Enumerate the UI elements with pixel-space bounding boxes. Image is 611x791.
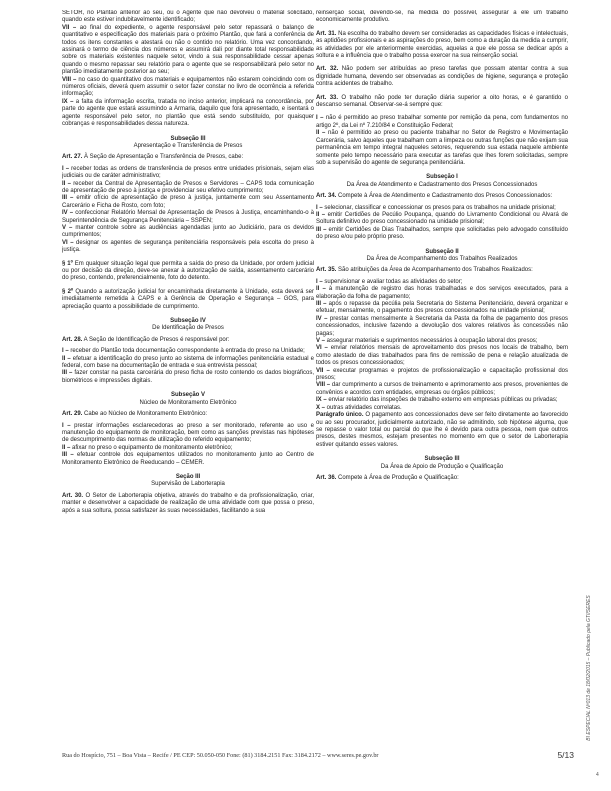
side-publication-note	[584, 560, 594, 780]
item-marker: X –	[316, 404, 326, 411]
subsection-title: Subseção III	[170, 135, 206, 142]
item-marker: I –	[316, 204, 323, 211]
paragraph: VIII – no caso do quantitativo dos materiais e equipamentos não estarem coincidindo com os números oficiais, deverá quem assumir o setor fazer constar no livro de ocorrência a referida informação;	[62, 76, 314, 98]
list-item: II – efetuar a identificação do preso junto ao sistema de informações penitenciária estadual e federal, com base na documentação de entrada e sua entrevista pessoal;	[62, 355, 314, 370]
item-marker: IX –	[62, 98, 74, 105]
item-marker: I –	[316, 278, 323, 285]
item-marker: IV –	[316, 315, 328, 322]
list-item: IV – confeccionar Relatório Mensal de Apresentação de Presos à Justiça, encaminhando-o à Superintendência de Segurança Penitenciária – SSPEN;	[62, 210, 314, 224]
item-marker: VII –	[62, 24, 77, 31]
item-marker: II –	[62, 355, 71, 362]
item-marker: Art. 32.	[316, 66, 339, 73]
subsection-title: Subseção V	[170, 392, 205, 399]
subsection-name: Da Área de Apoio de Produção e Qualificação	[380, 463, 504, 470]
paragraph: SETOR, no Plantão anterior ao seu, ou o Agente que não devolveu o material solicitado, quando este estiver indubitavelmente identificado;	[62, 10, 314, 24]
article-36: Art. 36. Compete à Área de Produção e Qualificação:	[316, 474, 459, 481]
item-marker: I –	[316, 115, 324, 122]
item-marker: Art. 36.	[316, 474, 337, 481]
list-item: III – fazer constar na pasta carcerária do preso ficha de rosto contendo os dados biográficos, biométricos e impressões digitais.	[62, 370, 314, 384]
subsection-name: Da Área de Acompanhamento dos Trabalhos Realizados	[366, 255, 518, 262]
subsection-heading	[62, 392, 314, 407]
item-marker: VI –	[316, 345, 328, 352]
paragraph: § 1º Em qualquer situação legal que permita a saída do preso da Unidade, por ordem judicial ou por decisão da direção, deve-se anexar à autorização de saída, assentamento carcerário do preso, contendo, preferencialmente, foto do detento.	[62, 260, 314, 282]
item-marker: Art. 28.	[62, 336, 83, 343]
list-item: V – assegurar materiais e suprimentos necessários à ocupação laboral dos presos;	[316, 338, 538, 345]
article-31: Art. 31. Na escolha do trabalho devem ser consideradas as capacidades físicas e intelectuais, as aptidões profissionais e as aspirações do preso, bem como a duração da medida a cumprir, as atividades por ele anteriormente exercidas, aquelas a que ele possa se dedicar após a soltura e a influência que o trabalho possa exercer na sua reinserção social.	[316, 30, 568, 60]
item-marker: III –	[316, 226, 327, 233]
list-item: III – após o repasse da pecúlia pela Secretaria do Sistema Penitenciário, deverá organizar e efetuar, mensalmente, o pagamento dos presos concessionados na unidade prisional;	[316, 301, 568, 315]
subsection-title: Subseção IV	[170, 318, 206, 325]
article-30: Art. 30. O Setor de Laborterapia objetiva, através do trabalho e da profissionalização, criar, manter e desenvolver a capacidade de realização de uma atividade com que possa o preso, após a sua soltura, possa satisfazer às suas necessidades, facilitando a sua	[62, 492, 314, 514]
article-34: Art. 34. Compete à Área de Atendimento e Cadastramento dos Presos Concessionados:	[316, 193, 553, 200]
side-note-text: BI ESPECIAL Nº013 de 18/02/2015 – Publicado pela GTI/SERES	[586, 595, 592, 741]
item-marker: § 1º	[62, 260, 73, 267]
list-item: IV – prestar contas mensalmente à Secretaria da Pasta da folha de pagamento dos presos concessionados, inclusive fazendo a devolução dos valores relativos às concessões não pagas;	[316, 315, 568, 337]
list-item: VI – enviar relatórios mensais de aproveitamento dos presos nos locais de trabalho, bem como atestado de dias trabalhados para fins de remissão de pena e relação atualizada de todos os presos concessionados;	[316, 345, 568, 367]
section-heading	[62, 474, 314, 489]
list-item: VIII – dar cumprimento a cursos de treinamento e aprimoramento aos presos, provenientes de convênios e acordos com entidades, empresas ou órgãos públicos;	[316, 382, 568, 396]
item-marker: V –	[62, 224, 73, 231]
list-item: II – afixar no preso o equipamento de monitoramento eletrônico;	[62, 444, 233, 451]
item-marker: I –	[62, 348, 69, 355]
list-item: I – receber do Plantão toda documentação correspondente à entrada do preso na Unidade;	[62, 348, 305, 355]
subsection-name: De Identificação de Presos	[152, 325, 224, 332]
item-marker: Art. 27.	[62, 154, 83, 161]
subsection-heading	[62, 136, 314, 151]
item-marker: Art. 31.	[316, 30, 337, 37]
item-marker: Art. 33.	[316, 94, 339, 101]
paragraph: Parágrafo único. O pagamento aos concessionados deve ser feito diretamente ao favorecido ou ao seu procurador, judicialmente autorizado, não se admitindo, sob hipótese alguma, que se repasse o valor total ou parcial do que lhe é devido para outra pessoa, nem que outros presos, destes mesmos, estejam presentes no momento em que o setor de Laborterapia estiver quitando esses valores.	[316, 412, 568, 448]
list-item: I – selecionar, classificar e concessionar os presos para os trabalhos na unidade prisional;	[316, 204, 556, 211]
page-footer	[62, 750, 574, 760]
list-item: II – não é permitido ao preso ou paciente trabalhar no Setor de Registro e Movimentação Carcerária, salvo àqueles que trabalham com a limpeza ou outras funções que não exijam sua permanência em tempo integral naqueles setores, requerendo sua estada naquele ambiente somente pelo tempo necessário para executar as tarefas que lhes forem solicitadas, sempre sob a supervisão do agente de segurança penitenciária.	[316, 130, 568, 166]
article-35: Art. 35. São atribuições da Área de Acompanhamento dos Trabalhos Realizados:	[316, 267, 533, 274]
page-number: 5/13	[557, 750, 574, 760]
item-marker: Art. 35.	[316, 267, 337, 274]
subsection-name: Da Área de Atendimento e Cadastramento dos Presos Concessionados	[346, 181, 538, 188]
subsection-heading	[316, 249, 568, 264]
list-item: IX – enviar relatório das inspeções de trabalho externo em empresas públicas ou privadas;	[316, 397, 558, 404]
list-item: VII – executar programas e projetos de profissionalização e capacitação profissional dos presos;	[316, 367, 568, 382]
subsection-heading	[62, 318, 314, 333]
list-item: III – efetuar controle dos equipamentos utilizados no monitoramento junto ao Centro de Monitoramento Eletrônico de Reeducando – CEMER.	[62, 452, 314, 466]
list-item: I – prestar informações esclarecedoras ao preso a ser monitorado, referente ao uso e manutenção do equipamento de monitoração, bem como as sanções previstas nas hipóteses de descumprimento das normas de utilização do referido equipamento;	[62, 422, 314, 444]
item-marker: VIII –	[62, 76, 77, 83]
subsection-title: Subseção III	[424, 456, 460, 463]
article-32: Art. 32. Não podem ser atribuídas ao preso tarefas que possam atentar contra a sua dignidade humana, devendo ser observadas as condições de higiene, segurança e proteção contra acidentes de trabalho.	[316, 66, 568, 88]
item-marker: III –	[316, 301, 327, 307]
list-item: I – receber todas as ordens de transferência de presos entre unidades prisionais, sejam elas judiciais ou de caráter administrativo;	[62, 165, 314, 180]
item-marker: § 2º	[62, 288, 74, 295]
item-marker: III –	[62, 452, 74, 459]
item-marker: I –	[62, 422, 71, 429]
paragraph: VII – ao final do expediente, o agente responsável pelo setor repassará o balanço de quantitativo e especificação dos materiais para o próximo Plantão, que fará a conferência de todos os itens constantes e atestará ou não o contido no relatório. Uma vez concordando, assinará o termo de ciência dos números e assumirá dali por diante total responsabilidade sobre os materiais existentes naquele setor, vindo a sua responsabilidade cessar apenas quando o mesmo repassar seu relatório para o agente que se responsabilizará pelo setor no plantão imediatamente posterior ao seu;	[62, 24, 314, 76]
item-marker: Art. 34.	[316, 193, 337, 200]
item-marker: III –	[62, 370, 73, 377]
article-33: Art. 33. O trabalho não pode ter duração diária superior a oito horas, e é garantido o descanso semanal. Observar-se-á sempre que:	[316, 94, 568, 109]
item-marker: IX –	[316, 397, 327, 404]
section-name: Supervisão de Laborterapia	[151, 481, 225, 488]
paragraph: IX – a falta da informação escrita, tratada no inciso anterior, implicará na concordância, por parte do agente que estará assumindo a Armaria, daquilo que fora apresentado, e isentará o agente responsável pelo setor, no plantão que está sendo substituído, por quaisquer cobranças e responsabilidades dessa natureza.	[62, 98, 314, 128]
section-title: Seção III	[175, 473, 201, 480]
item-marker: II –	[62, 444, 71, 451]
article-28: Art. 28. A Seção de Identificação de Presos é responsável por:	[62, 336, 230, 343]
subsection-name: Núcleo de Monitoramento Eletrônico	[139, 399, 237, 406]
subsection-heading	[316, 456, 568, 471]
article-29: Art. 29. Cabe ao Núcleo de Monitoramento Eletrônico:	[62, 411, 208, 418]
subsection-name: Apresentação e Transferência de Presos	[133, 142, 243, 149]
subsection-title: Subseção I	[426, 174, 458, 181]
item-marker: II –	[316, 211, 326, 218]
subsection-heading	[316, 174, 568, 189]
item-marker: I –	[62, 165, 70, 172]
list-item: X – outras atividades correlatas.	[316, 404, 402, 411]
item-marker: Art. 30.	[62, 492, 84, 499]
item-marker: V –	[316, 338, 326, 345]
list-item: V – manter controle sobre as audiências agendadas junto ao Judiciário, para os devidos cumprimentos;	[62, 224, 314, 239]
list-item: I – supervisionar e avaliar todas as atividades do setor;	[316, 278, 463, 285]
paragraph: reinserção social, devendo-se, na medida do possível, assegurar a ele um trabalho economicamente produtivo.	[316, 10, 568, 24]
item-marker: IV –	[62, 210, 74, 217]
item-marker: III –	[62, 195, 74, 202]
list-item: II – receber da Central de Apresentação de Presos e Servidores – CAPS toda comunicação de apresentação de preso à justiça e providenciar seu efetivo cumprimento;	[62, 180, 314, 194]
item-marker: Art. 29.	[62, 411, 83, 418]
item-marker: II –	[316, 286, 326, 293]
list-item: I – não é permitido ao preso trabalhar somente por remição da pena, com fundamentos no artigo 2º, da Lei nº 7.210/84 e Constituição Federal;	[316, 115, 568, 129]
list-item: VI – designar os agentes de segurança penitenciária responsáveis pela escolta do preso à justiça.	[62, 239, 314, 254]
list-item: III – emitir ofício de apresentação de preso à justiça, juntamente com seu Assentamento Carcerário e Ficha de Rosto, com foto;	[62, 195, 314, 209]
left-column	[62, 10, 314, 742]
right-column	[316, 10, 568, 742]
item-marker: II –	[316, 130, 326, 137]
article-27: Art. 27. À Seção de Apresentação e Transferência de Presos, cabe:	[62, 154, 244, 161]
item-marker: II –	[62, 180, 71, 187]
item-marker: VIII –	[316, 382, 331, 389]
paragraph: § 2º Quando a autorização judicial for encaminhada diretamente à Unidade, esta deverá ser imediatamente remetida à CAPS e à Gerência de Operação e Segurança – GOS, para apreciação quanto a possibilidade de cumprimento.	[62, 288, 314, 310]
item-marker: VII –	[316, 367, 330, 374]
footer-address: Rua do Hospício, 751 – Boa Vista – Recife / PE CEP: 50.050-050 Fone: (81) 3184.2151 Fax: 3184.2172 – www.seres.pe.gov.br	[62, 752, 379, 759]
subsection-title: Subseção II	[425, 248, 459, 255]
item-marker: VI –	[62, 239, 74, 246]
corner-mark: 4	[596, 772, 599, 778]
list-item: II – emitir Certidões de Pecúlio Poupança, quando do Livramento Condicional ou Alvará de Soltura definitivo do preso concessionado na unidade prisional;	[316, 211, 568, 226]
item-marker: Parágrafo único.	[316, 412, 364, 419]
list-item: III – emitir Certidões de Dias Trabalhados, sempre que solicitadas pelo advogado constituído do preso e/ou pelo próprio preso.	[316, 226, 568, 241]
list-item: II – à manutenção de registro das horas trabalhadas e dos serviços executados, para a elaboração da folha de pagamento;	[316, 286, 568, 300]
